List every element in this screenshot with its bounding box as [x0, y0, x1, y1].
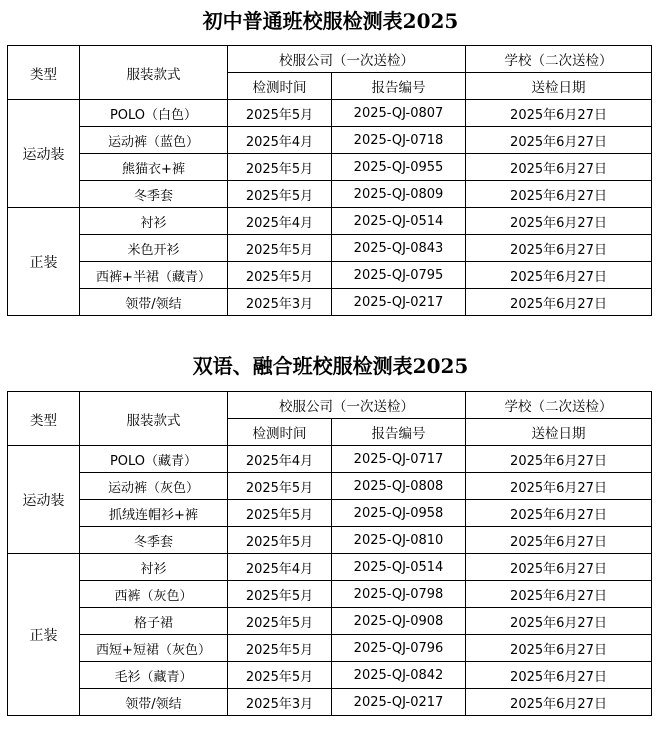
- table-row: [8, 581, 652, 608]
- report-no-cell: 2025-QJ-0798: [332, 581, 466, 608]
- test-time-cell: 2025年4月: [228, 208, 332, 235]
- test-time-cell: 2025年4月: [228, 127, 332, 154]
- table-row: [8, 527, 652, 554]
- item-cell: 冬季套: [80, 181, 228, 208]
- send-date-cell: 2025年6月27日: [466, 127, 652, 154]
- test-time-cell: 2025年5月: [228, 473, 332, 500]
- item-cell: 运动裤（灰色）: [80, 473, 228, 500]
- uniform-test-table-2: [7, 391, 652, 716]
- item-cell: 毛衫（藏青）: [80, 662, 228, 689]
- table-row: [8, 500, 652, 527]
- report-no-cell: 2025-QJ-0217: [332, 689, 466, 716]
- report-no-cell: 2025-QJ-0514: [332, 554, 466, 581]
- header-company: 校服公司（一次送检）: [228, 46, 466, 73]
- item-cell: 抓绒连帽衫+裤: [80, 500, 228, 527]
- table-row: [8, 689, 652, 716]
- header-type: 类型: [8, 46, 80, 100]
- header-report-no: 报告编号: [332, 419, 466, 446]
- item-cell: 熊猫衣+裤: [80, 154, 228, 181]
- send-date-cell: 2025年6月27日: [466, 662, 652, 689]
- header-send-date: 送检日期: [466, 419, 652, 446]
- test-time-cell: 2025年5月: [228, 608, 332, 635]
- report-no-cell: 2025-QJ-0842: [332, 662, 466, 689]
- header-send-date: 送检日期: [466, 73, 652, 100]
- test-time-cell: 2025年5月: [228, 581, 332, 608]
- item-cell: 运动裤（蓝色）: [80, 127, 228, 154]
- table-1-title: 初中普通班校服检测表2025: [202, 9, 459, 33]
- table-2-title: 双语、融合班校服检测表2025: [192, 354, 469, 378]
- test-time-cell: 2025年5月: [228, 662, 332, 689]
- item-cell: 西裤（灰色）: [80, 581, 228, 608]
- table-row: [8, 181, 652, 208]
- category-cell: 运动装: [8, 446, 80, 554]
- send-date-cell: 2025年6月27日: [466, 689, 652, 716]
- test-time-cell: 2025年4月: [228, 554, 332, 581]
- send-date-cell: 2025年6月27日: [466, 581, 652, 608]
- test-time-cell: 2025年5月: [228, 500, 332, 527]
- header-school: 学校（二次送检）: [466, 46, 652, 73]
- item-cell: 米色开衫: [80, 235, 228, 262]
- table-row: [8, 154, 652, 181]
- test-time-cell: 2025年5月: [228, 100, 332, 127]
- report-no-cell: 2025-QJ-0810: [332, 527, 466, 554]
- table-row: [8, 662, 652, 689]
- report-no-cell: 2025-QJ-0795: [332, 262, 466, 289]
- header-test-time: 检测时间: [228, 73, 332, 100]
- header-type: 类型: [8, 392, 80, 446]
- report-no-cell: 2025-QJ-0717: [332, 446, 466, 473]
- send-date-cell: 2025年6月27日: [466, 100, 652, 127]
- header-report-no: 报告编号: [332, 73, 466, 100]
- test-time-cell: 2025年5月: [228, 235, 332, 262]
- send-date-cell: 2025年6月27日: [466, 446, 652, 473]
- send-date-cell: 2025年6月27日: [466, 608, 652, 635]
- send-date-cell: 2025年6月27日: [466, 289, 652, 316]
- test-time-cell: 2025年3月: [228, 689, 332, 716]
- item-cell: 格子裙: [80, 608, 228, 635]
- table-row: [8, 262, 652, 289]
- table-row: [8, 635, 652, 662]
- send-date-cell: 2025年6月27日: [466, 527, 652, 554]
- header-test-time: 检测时间: [228, 419, 332, 446]
- table-row: [8, 208, 652, 235]
- item-cell: 领带/领结: [80, 689, 228, 716]
- category-cell: 正装: [8, 554, 80, 716]
- report-no-cell: 2025-QJ-0217: [332, 289, 466, 316]
- test-time-cell: 2025年5月: [228, 262, 332, 289]
- report-no-cell: 2025-QJ-0808: [332, 473, 466, 500]
- test-time-cell: 2025年5月: [228, 527, 332, 554]
- item-cell: 冬季套: [80, 527, 228, 554]
- report-no-cell: 2025-QJ-0958: [332, 500, 466, 527]
- item-cell: 西裤+半裙（藏青）: [80, 262, 228, 289]
- send-date-cell: 2025年6月27日: [466, 262, 652, 289]
- table-row: [8, 235, 652, 262]
- report-no-cell: 2025-QJ-0955: [332, 154, 466, 181]
- test-time-cell: 2025年5月: [228, 154, 332, 181]
- item-cell: 衬衫: [80, 208, 228, 235]
- table-row: [8, 473, 652, 500]
- item-cell: 衬衫: [80, 554, 228, 581]
- table-row: [8, 608, 652, 635]
- header-company: 校服公司（一次送检）: [228, 392, 466, 419]
- send-date-cell: 2025年6月27日: [466, 635, 652, 662]
- send-date-cell: 2025年6月27日: [466, 181, 652, 208]
- send-date-cell: 2025年6月27日: [466, 554, 652, 581]
- uniform-test-table-1: [7, 45, 652, 316]
- report-no-cell: 2025-QJ-0718: [332, 127, 466, 154]
- send-date-cell: 2025年6月27日: [466, 235, 652, 262]
- item-cell: POLO（藏青）: [80, 446, 228, 473]
- table-row: [8, 289, 652, 316]
- send-date-cell: 2025年6月27日: [466, 208, 652, 235]
- table-row: [8, 554, 652, 581]
- header-school: 学校（二次送检）: [466, 392, 652, 419]
- item-cell: 领带/领结: [80, 289, 228, 316]
- test-time-cell: 2025年3月: [228, 289, 332, 316]
- send-date-cell: 2025年6月27日: [466, 154, 652, 181]
- report-no-cell: 2025-QJ-0843: [332, 235, 466, 262]
- table-row: [8, 127, 652, 154]
- header-item: 服装款式: [80, 392, 228, 446]
- send-date-cell: 2025年6月27日: [466, 500, 652, 527]
- item-cell: 西短+短裙（灰色）: [80, 635, 228, 662]
- report-no-cell: 2025-QJ-0796: [332, 635, 466, 662]
- category-cell: 正装: [8, 208, 80, 316]
- send-date-cell: 2025年6月27日: [466, 473, 652, 500]
- test-time-cell: 2025年4月: [228, 446, 332, 473]
- test-time-cell: 2025年5月: [228, 181, 332, 208]
- category-cell: 运动装: [8, 100, 80, 208]
- header-item: 服装款式: [80, 46, 228, 100]
- test-time-cell: 2025年5月: [228, 635, 332, 662]
- table-row: [8, 446, 652, 473]
- report-no-cell: 2025-QJ-0908: [332, 608, 466, 635]
- report-no-cell: 2025-QJ-0514: [332, 208, 466, 235]
- report-no-cell: 2025-QJ-0807: [332, 100, 466, 127]
- table-row: [8, 100, 652, 127]
- report-no-cell: 2025-QJ-0809: [332, 181, 466, 208]
- item-cell: POLO（白色）: [80, 100, 228, 127]
